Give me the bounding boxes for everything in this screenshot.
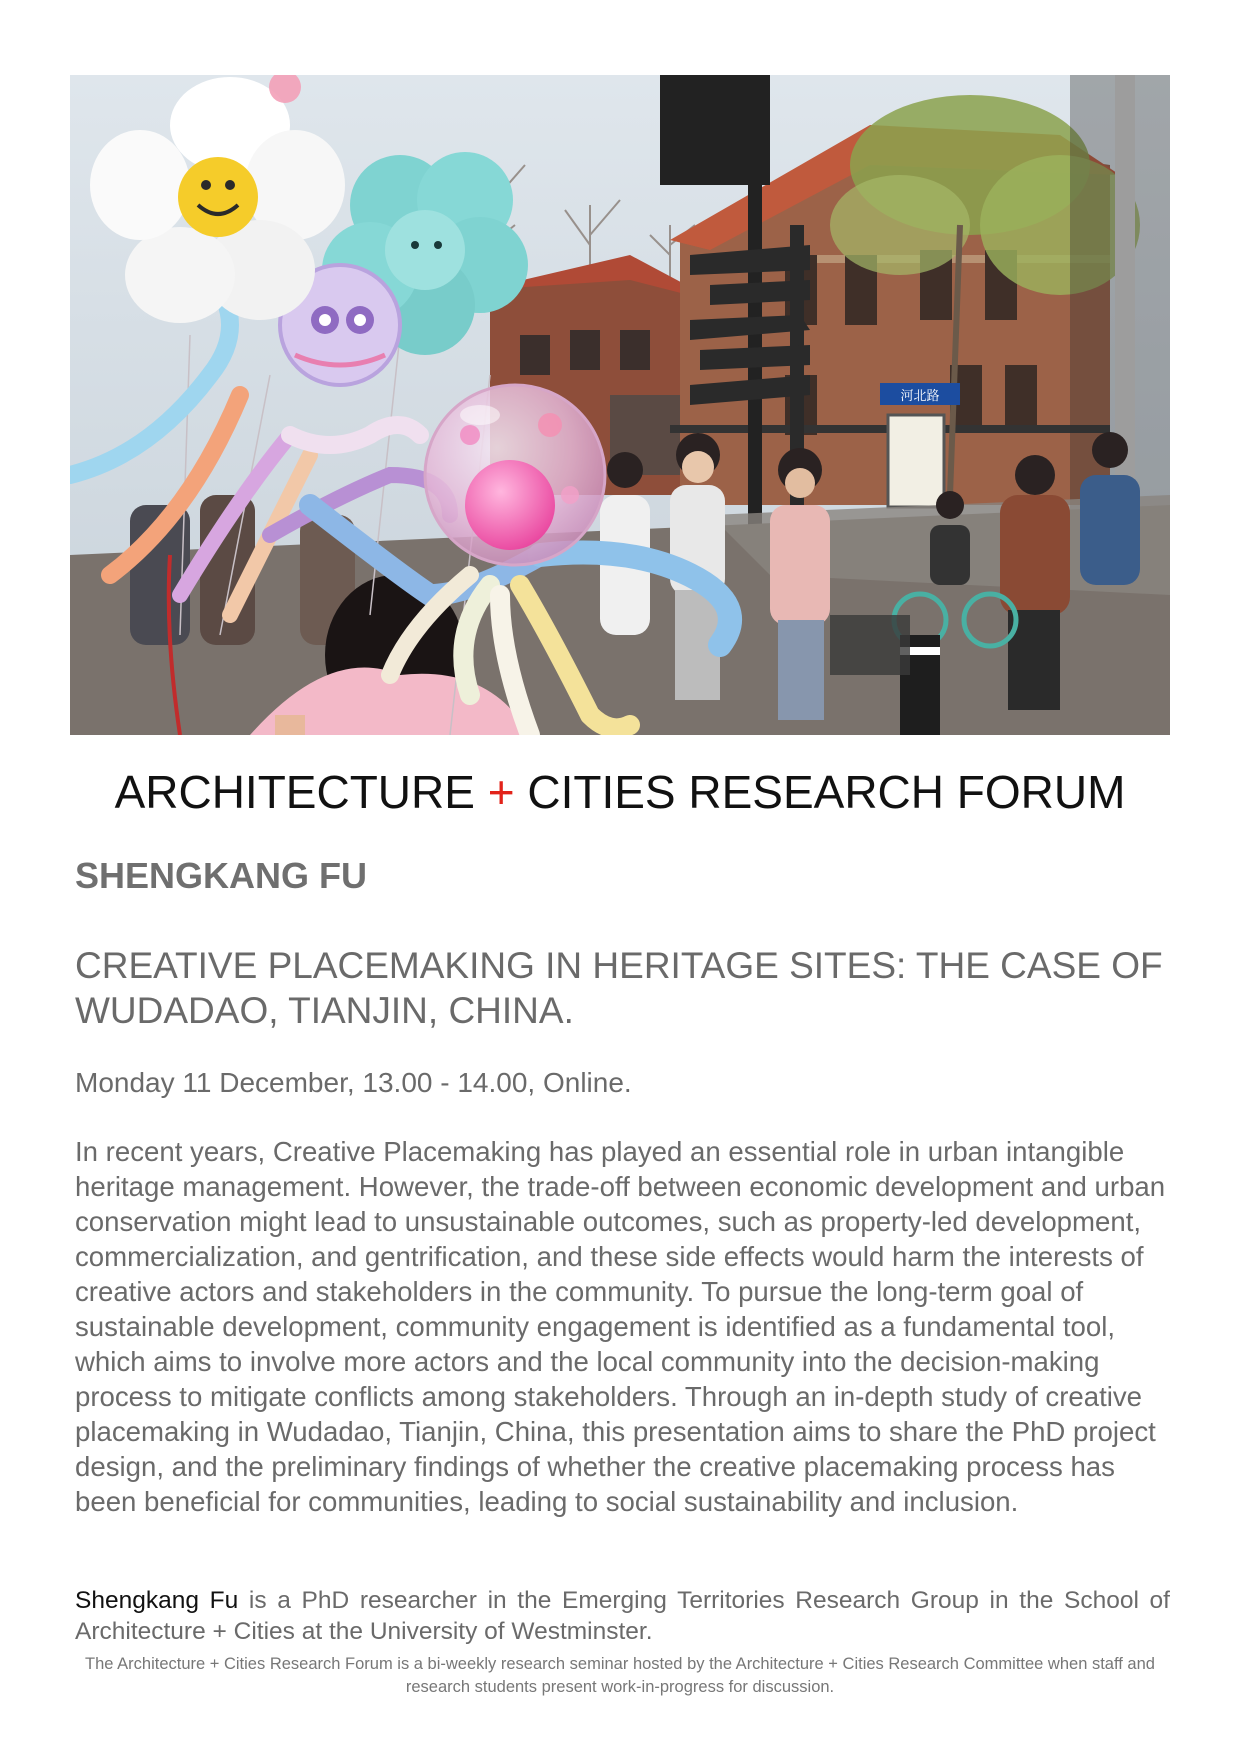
speaker-name: SHENGKANG FU <box>75 855 368 896</box>
hero-photo-illustration <box>70 75 1170 735</box>
notice-board <box>888 415 944 507</box>
forum-footnote: The Architecture + Cities Research Forum is a bi-weekly research seminar hosted by the Architecture + Cities Research Committee when staff and research students present work-in-progress for discussion. <box>85 1655 1155 1696</box>
bio-text: is a PhD researcher in the Emerging Territories Research Group in the School of Architecture + Cities at the University of Westminster. <box>75 1587 1170 1645</box>
speaker-bio <box>75 1585 1170 1647</box>
event-details: Monday 11 December, 13.00 - 14.00, Online. <box>75 1067 632 1098</box>
street-sign <box>880 383 960 405</box>
clear-balloon <box>425 385 605 565</box>
abstract-paragraph: In recent years, Creative Placemaking has played an essential role in urban intangible heritage management. However, the trade-off between economic development and urban conservation might lead to unsustainable outcomes, such as property-led development, commercialization, and gentrification, and these side effects would harm the interests of creative actors and stakeholders in the community. To pursue the long-term goal of sustainable development, community engagement is identified as a fundamental tool, which aims to involve more actors and the local community into the decision-making process to mitigate conflicts among stakeholders. Through an in-depth study of creative placemaking in Wudadao, Tianjin, China, this presentation aims to share the PhD project design, and the preliminary findings of whether the creative placemaking process has been beneficial for communities, leading to social sustainability and inclusion. <box>75 1136 1166 1517</box>
forum-title <box>70 764 1170 820</box>
hero-photo <box>70 75 1170 735</box>
talk-title: CREATIVE PLACEMAKING IN HERITAGE SITES: THE CASE OF WUDADAO, TIANJIN, CHINA. <box>75 945 1163 1031</box>
forum-title-cities: CITIES RESEARCH FORUM <box>527 766 1126 818</box>
forum-title-architecture: ARCHITECTURE <box>114 766 475 818</box>
bio-speaker-name: Shengkang Fu <box>75 1587 239 1614</box>
forum-title-plus: + <box>487 766 515 818</box>
street-sign-text: 河北路 <box>900 389 940 404</box>
